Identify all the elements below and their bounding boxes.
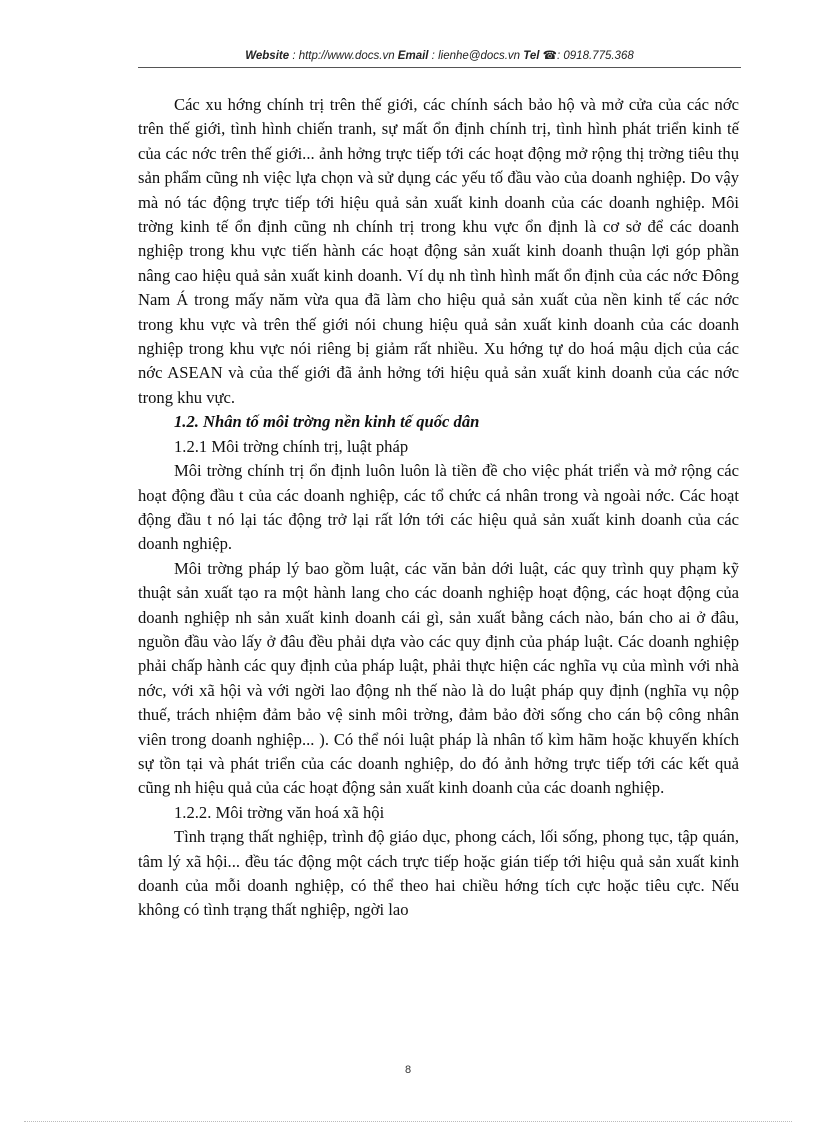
- email-label: Email: [397, 50, 429, 62]
- page-bottom-border: [24, 1121, 792, 1122]
- tel-label: Tel ☎: [523, 50, 557, 62]
- section-heading-1-2: 1.2. Nhân tố môi trờng nền kinh tế quốc dân: [174, 412, 480, 432]
- email-separator: :: [428, 50, 439, 62]
- website-label: Website: [245, 50, 290, 62]
- header-divider: [138, 67, 741, 68]
- subsection-heading-1-2-1: 1.2.1 Môi trờng chính trị, luật pháp: [174, 436, 409, 456]
- tel-value: 0918.775.368: [563, 50, 634, 62]
- website-separator: :: [289, 50, 299, 62]
- page-header: [138, 48, 741, 62]
- email-value[interactable]: lienhe@docs.vn: [438, 50, 521, 62]
- subsection-heading-1-2-2: 1.2.2. Môi trờng văn hoá xã hội: [174, 802, 385, 822]
- document-body: [138, 93, 739, 923]
- paragraph-legal-environment: Môi trờng pháp lý bao gồm luật, các văn bản dới luật, các quy trình quy phạm kỹ thuật sản xuất tạo ra một hành lang cho các doanh nghiệp hoạt động, các hoạt động của doanh nghiệp nh sản xuất kinh doanh cái gì, sản xuất bằng cách nào, bán cho ai ở đâu, nguồn đầu vào lấy ở đâu đều phải dựa vào các quy định của pháp luật. Các doanh nghiệp phải chấp hành các quy định của pháp luật, phải thực hiện các nghĩa vụ của mình với nhà nớc, với xã hội và với ngời lao động nh thế nào là do luật pháp quy định (nghĩa vụ nộp thuế, trách nhiệm đảm bảo vệ sinh môi trờng, đảm bảo đời sống cho cán bộ công nhân viên trong doanh nghiệp... ). Có thể nói luật pháp là nhân tố kìm hãm hoặc khuyến khích sự tồn tại và phát triển của các doanh nghiệp, do đó ảnh hởng trực tiếp tới các kết quả cũng nh hiệu quả của các hoạt động sản xuất kinh doanh của các doanh nghiệp.: [138, 558, 739, 798]
- paragraph-political-trends: Các xu hớng chính trị trên thế giới, các chính sách bảo hộ và mở cửa của các nớc trên thế giới, tình hình chiến tranh, sự mất ổn định chính trị, tình hình phát triển kinh tế của các nớc trên thế giới... ảnh hởng trực tiếp tới các hoạt động mở rộng thị trờng tiêu thụ sản phẩm cũng nh việc lựa chọn và sử dụng các yếu tố đầu vào của doanh nghiệp. Do vậy mà nó tác động trực tiếp tới hiệu quả sản xuất kinh doanh của các doanh nghiệp. Môi trờng kinh tế ổn định cũng nh chính trị trong khu vực ổn định là cơ sở để các doanh nghiệp trong khu vực tiến hành các hoạt động sản xuất kinh doanh thuận lợi góp phần nâng cao hiệu quả sản xuất kinh doanh. Ví dụ nh tình hình mất ổn định của các nớc Đông Nam Á trong mấy năm vừa qua đã làm cho hiệu quả sản xuất của nền kinh tế các nớc trong khu vực và trên thế giới nói chung hiệu quả sản xuất kinh doanh của các doanh nghiệp trong khu vực nói riêng bị giảm rất nhiều. Xu hớng tự do hoá mậu dịch của các nớc ASEAN và của thế giới đã ảnh hởng tới hiệu quả sản xuất kinh doanh của các nớc trong khu vực.: [138, 95, 739, 407]
- tel-separator: :: [557, 50, 564, 62]
- website-url[interactable]: http://www.docs.vn: [298, 50, 395, 62]
- page-number: 8: [404, 1064, 412, 1076]
- paragraph-socio-cultural: Tình trạng thất nghiệp, trình độ giáo dục, phong cách, lối sống, phong tục, tập quán, tâm lý xã hội... đều tác động một cách trực tiếp hoặc gián tiếp tới hiệu quả sản xuất kinh doanh của mỗi doanh nghiệp, có thể theo hai chiều hớng tích cực hoặc tiêu cực. Nếu không có tình trạng thất nghiệp, ngời lao: [138, 827, 739, 920]
- paragraph-political-environment: Môi trờng chính trị ổn định luôn luôn là tiền đề cho việc phát triển và mở rộng các hoạt động đầu t của các doanh nghiệp, các tổ chức cá nhân trong và ngoài nớc. Các hoạt động đầu t nó lại tác động trở lại rất lớn tới các hiệu quả sản xuất kinh doanh của các doanh nghiệp.: [138, 461, 739, 554]
